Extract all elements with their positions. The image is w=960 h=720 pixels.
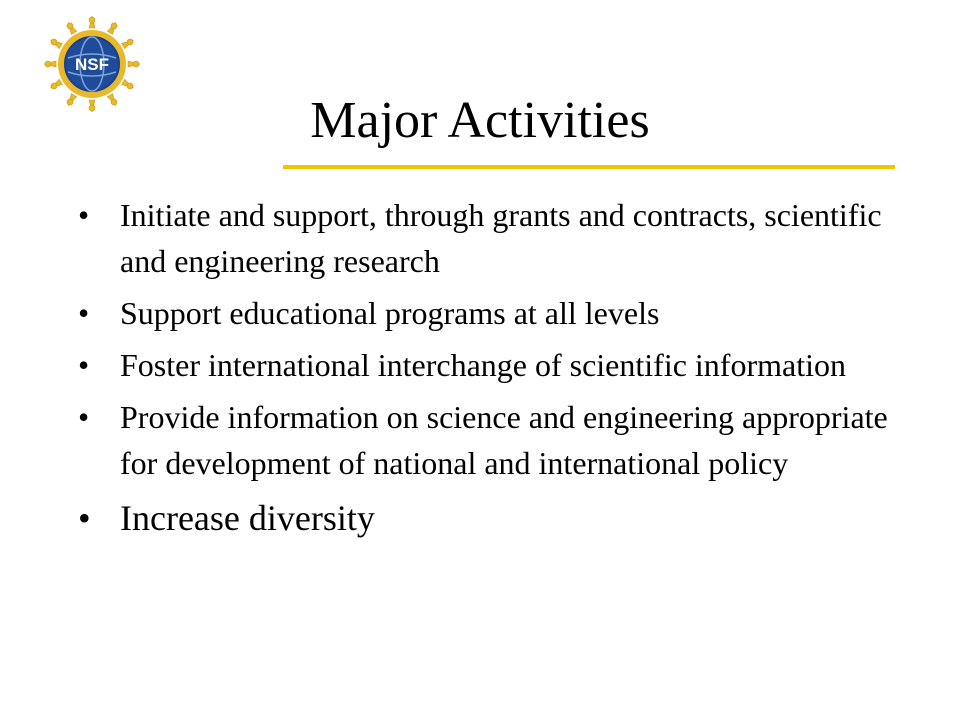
bullet-text: Provide information on science and engineering appropriate for development of national and international policy [120,399,888,481]
bullet-item [78,192,908,284]
bullet-text: Foster international interchange of scientific information [120,347,846,383]
bullet-item [78,290,908,336]
slide-title: Major Activities [310,92,650,149]
bullet-icon: • [78,399,90,435]
bullet-icon: • [78,295,90,331]
bullet-text: Initiate and support, through grants and contracts, scientific and engineering research [120,197,882,279]
logo-text: NSF [75,55,109,74]
bullet-text: Increase diversity [120,498,375,538]
title-underline [283,165,895,169]
bullet-text: Support educational programs at all levels [120,295,660,331]
bullet-icon: • [78,347,90,383]
bullet-icon: • [78,197,90,233]
bullet-item [78,394,908,486]
bullet-icon: • [78,498,91,538]
bullet-item [78,342,908,388]
bullet-item [78,492,908,544]
bullet-list [78,192,908,550]
